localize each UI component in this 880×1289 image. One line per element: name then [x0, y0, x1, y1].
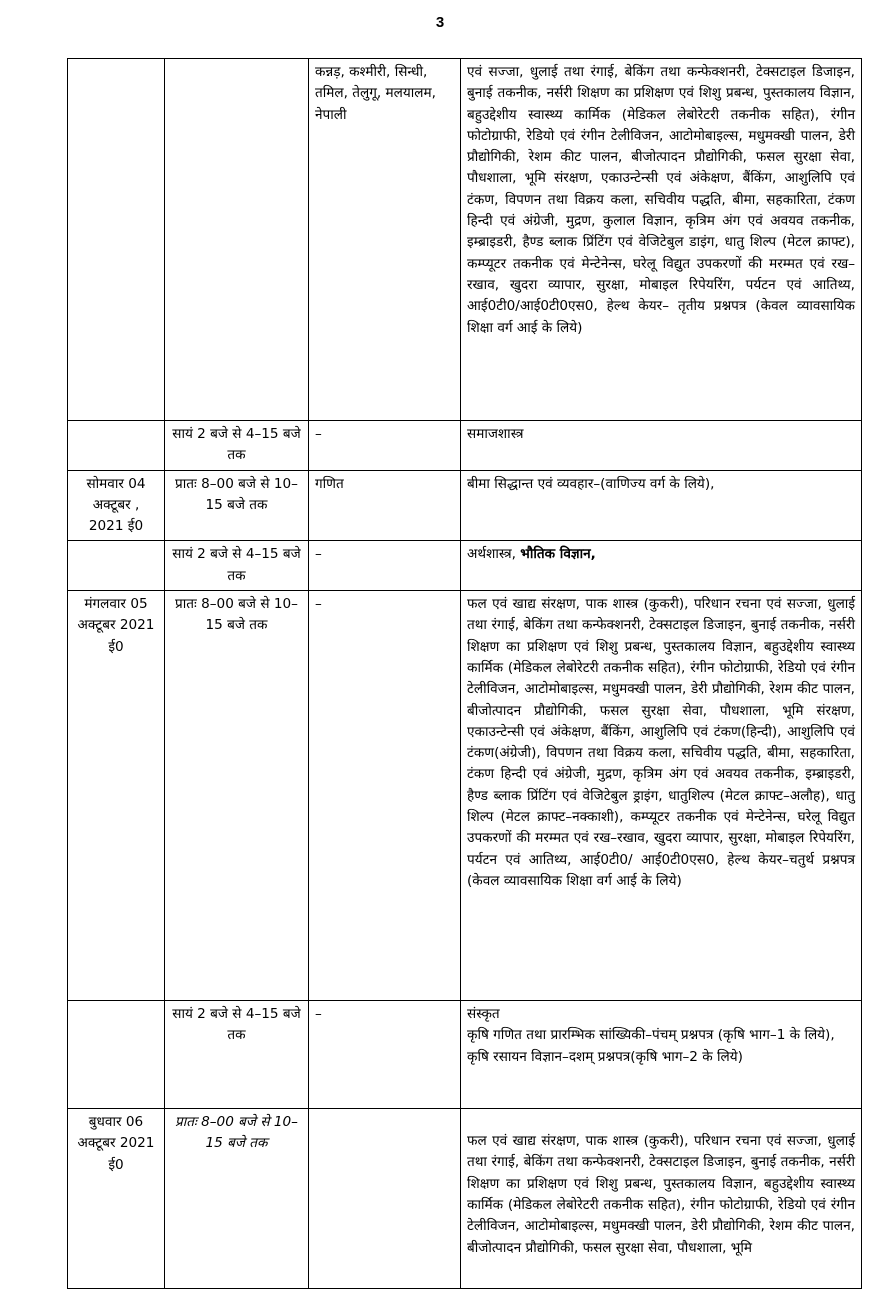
subject-bold: भौतिक विज्ञान,: [520, 546, 596, 563]
page-number: 3: [435, 14, 445, 31]
schedule-row: [68, 59, 862, 421]
time-cell: [165, 59, 309, 421]
subject-line: कृषि गणित तथा प्रारम्भिक सांख्यिकी–पंचम् प्रश्नपत्र (कृषि भाग–1 के लिये),: [467, 1027, 835, 1044]
schedule-row: [68, 541, 862, 591]
subject-line: संस्कृत: [467, 1006, 500, 1023]
day-cell: मंगलवार 05 अक्टूबर 2021 ई0: [68, 591, 165, 1001]
subjects-cell: [461, 59, 862, 421]
subject-line: समाजशास्त्र: [467, 426, 524, 442]
subject-line: फल एवं खाद्य संरक्षण, पाक शास्त्र (कुकरी), परिधान रचना एवं सज्जा, धुलाई तथा रंगाई, बेकिंग तथा कन्फेक्शनरी, टेक्सटाइल डिजाइन, बुनाई तकनीक, नर्सरी शिक्षण का प्रशिक्षण एवं शिशु प्रबन्ध, पुस्तकालय विज्ञान, बहुउद्देशीय स्वास्थ्य कार्मिक (मेडिकल लेबोरेटरी तकनीक सहित), रंगीन फोटोग्राफी, रेडियो एवं रंगीन टेलीविजन, आटोमोबाइल्स, मधुमक्खी पालन, डेरी प्रौद्योगिकी, रेशम कीट पालन, बीजोत्पादन प्रौद्योगिकी, फसल सुरक्षा सेवा, पौधशाला, भूमि संरक्षण, एकाउन्टेन्सी एवं अंकेक्षण, बैंकिंग, आशुलिपि एवं टंकण(हिन्दी), आशुलिपि एवं टंकण(अंग्रेजी), विपणन तथा विक्रय कला, सचिवीय पद्धति, बीमा, सहकारिता, टंकण हिन्दी एवं अंग्रेजी, मुद्रण, कृत्रिम अंग एवं अवयव तकनीक, इम्ब्राइडरी, हैण्ड ब्लाक प्रिंटिंग एवं वेजिटेबुल ड्राइंग, धातुशिल्प (मेटल क्राफ्ट–अलौह), धातु शिल्प (मेटल क्राफ्ट–नक्काशी), कम्प्यूटर तकनीक एवं मेन्टेनेन्स, घरेलू विद्युत उपकरणों की मरम्मत एवं रख–रखाव, खुदरा व्यापार, सुरक्षा, मोबाइल रिपेयरिंग, पर्यटन एवं आतिथ्य, आई0टी0/ आई0टी0एस0, हेल्थ केयर–चतुर्थ प्रश्नपत्र (केवल व्यावसायिक शिक्षा वर्ग आई के लिये): [467, 596, 855, 889]
subjects-cell: [461, 541, 862, 591]
language-subject-cell: –: [309, 591, 461, 1001]
time-cell: प्रातः 8–00 बजे से 10–15 बजे तक: [165, 470, 309, 541]
time-cell: सायं 2 बजे से 4–15 बजे तक: [165, 541, 309, 591]
schedule-row: [68, 1001, 862, 1109]
subject-line: कृषि रसायन विज्ञान–दशम् प्रश्नपत्र(कृषि भाग–2 के लिये): [467, 1048, 743, 1065]
language-subject-cell: –: [309, 541, 461, 591]
subject-line: बीमा सिद्धान्त एवं व्यवहार–(वाणिज्य वर्ग के लिये),: [467, 475, 715, 492]
subject-line: अर्थशास्त्र,: [467, 546, 521, 563]
language-subject-cell: –: [309, 1001, 461, 1109]
language-subject-cell: कन्नड़, कश्मीरी, सिन्धी, तमिल, तेलुगू, मलयालम, नेपाली: [309, 59, 461, 421]
time-cell: प्रातः 8–00 बजे से 10–15 बजे तक: [165, 1109, 309, 1289]
language-subject-cell: –: [309, 421, 461, 471]
day-cell: सोमवार 04 अक्टूबर , 2021 ई0: [68, 470, 165, 541]
schedule-row: [68, 1109, 862, 1289]
subject-line: एवं सज्जा, धुलाई तथा रंगाई, बेकिंग तथा कन्फेक्शनरी, टेक्सटाइल डिजाइन, बुनाई तकनीक, नर्सरी शिक्षण का प्रशिक्षण एवं शिशु प्रबन्ध, पुस्तकालय विज्ञान, बहुउद्देशीय स्वास्थ्य कार्मिक (मेडिकल लेबोरेटरी तकनीक सहित), रंगीन फोटोग्राफी, रेडियो एवं रंगीन टेलीविजन, आटोमोबाइल्स, मधुमक्खी पालन, डेरी प्रौद्योगिकी, रेशम कीट पालन, बीजोत्पादन प्रौद्योगिकी, फसल सुरक्षा सेवा, पौधशाला, भूमि संरक्षण, एकाउन्टेन्सी एवं अंकेक्षण, बैंकिंग, आशुलिपि एवं टंकण, विपणन तथा विक्रय कला, सचिवीय पद्धति, बीमा, सहकारिता, टंकण हिन्दी एवं अंग्रेजी, मुद्रण, कुलाल विज्ञान, कृत्रिम अंग एवं अवयव तकनीक, इम्ब्राइडरी, हैण्ड ब्लाक प्रिंटिंग एवं वेजिटेबुल डाइंग, धातु शिल्प (मेटल क्राफ्ट), कम्प्यूटर तकनीक एवं मेन्टेनेन्स, घरेलू विद्युत उपकरणों की मरम्मत एवं रख–रखाव, खुदरा व्यापार, सुरक्षा, मोबाइल रिपेयरिंग, पर्यटन एवं आतिथ्य, आई0टी0/आई0टी0एस0, हेल्थ केयर– तृतीय प्रश्नपत्र (केवल व्यावसायिक शिक्षा वर्ग आई के लिये): [467, 64, 855, 336]
subjects-cell: [461, 1109, 862, 1289]
subject-line: फल एवं खाद्य संरक्षण, पाक शास्त्र (कुकरी), परिधान रचना एवं सज्जा, धुलाई तथा रंगाई, बेकिंग तथा कन्फेक्शनरी, टेक्सटाइल डिजाइन, बुनाई तकनीक, नर्सरी शिक्षण का प्रशिक्षण एवं शिशु प्रबन्ध, पुस्तकालय विज्ञान, बहुउद्देशीय स्वास्थ्य कार्मिक (मेडिकल लेबोरेटरी तकनीक सहित), रंगीन फोटोग्राफी, रेडियो एवं रंगीन टेलीविजन, आटोमोबाइल्स, मधुमक्खी पालन, डेरी प्रौद्योगिकी, रेशम कीट पालन, बीजोत्पादन प्रौद्योगिकी, फसल सुरक्षा सेवा, पौधशाला, भूमि: [467, 1133, 855, 1256]
exam-schedule-table: [67, 58, 862, 1289]
subjects-cell: [461, 421, 862, 471]
schedule-row: [68, 591, 862, 1001]
schedule-row: [68, 470, 862, 541]
time-cell: सायं 2 बजे से 4–15 बजे तक: [165, 421, 309, 471]
time-cell: सायं 2 बजे से 4–15 बजे तक: [165, 1001, 309, 1109]
day-cell: [68, 1001, 165, 1109]
time-cell: प्रातः 8–00 बजे से 10–15 बजे तक: [165, 591, 309, 1001]
language-subject-cell: गणित: [309, 470, 461, 541]
subjects-cell: [461, 470, 862, 541]
day-cell: [68, 59, 165, 421]
subjects-cell: [461, 1001, 862, 1109]
day-cell: [68, 541, 165, 591]
schedule-row: [68, 421, 862, 471]
day-cell: [68, 421, 165, 471]
subjects-cell: [461, 591, 862, 1001]
language-subject-cell: [309, 1109, 461, 1289]
day-cell: बुधवार 06 अक्टूबर 2021 ई0: [68, 1109, 165, 1289]
